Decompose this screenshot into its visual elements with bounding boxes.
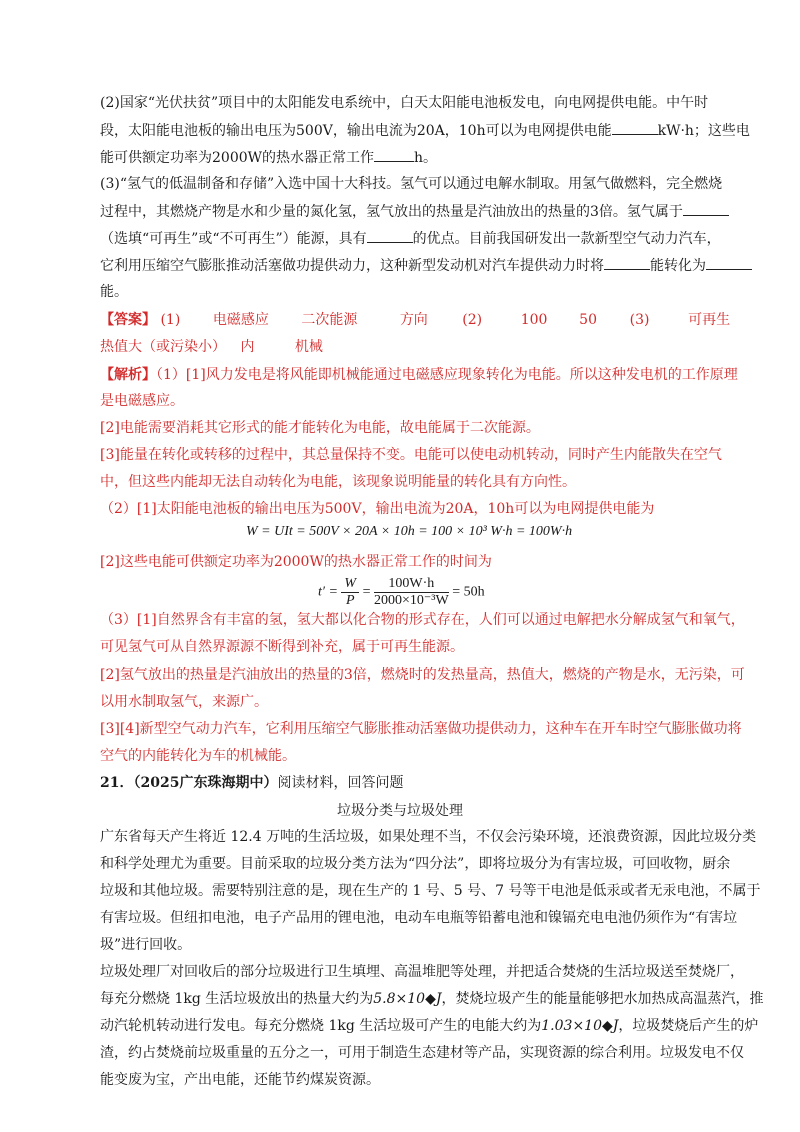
article-title: 垃圾分类与垃圾处理 (337, 803, 463, 819)
q2-text: (2)国家“光伏扶贫”项目中的太阳能发电系统中，白天太阳能电池板发电，向电网提供电能。中午时 (100, 95, 709, 111)
q3-line2 (100, 201, 729, 222)
fraction-w-over-p (341, 576, 359, 609)
answer-item: (1) (160, 312, 181, 328)
answer-item: (3) (629, 312, 650, 328)
article-text: 圾”进行回收。 (100, 937, 192, 953)
article-line (100, 962, 744, 982)
article-text: 动汽轮机转动进行发电。每充分燃烧 1kg 生活垃圾可产生的电能大约为 (100, 1018, 542, 1034)
analysis-text: [3][4]新型空气动力汽车，它利用压缩空气膨胀推动活塞做功提供动力，这种车在开车时空气膨胀做功将 (100, 721, 742, 737)
answer-item: 方向 (399, 312, 428, 328)
article-text: 垃圾和其他垃圾。需要特别注意的是，现在生产的 1 号、5 号、7 号等干电池是低汞或者无汞电池，不属于 (100, 883, 761, 899)
analysis-line (100, 610, 745, 630)
article-line (100, 1043, 744, 1063)
analysis-line (100, 499, 654, 519)
q3-text: （选填“可再生”或“不可再生”）能源，具有 (100, 231, 367, 247)
q2-text: h。 (414, 150, 438, 166)
answer-blank[interactable] (683, 201, 729, 216)
analysis-text: （3）[1]自然界含有丰富的氢，氢大都以化合物的形式存在，人们可以通过电解把水分解成氢气和氧气， (100, 612, 745, 628)
analysis-line (100, 391, 184, 411)
question-number: 21． (100, 775, 134, 791)
answer-item: 热值大（或污染小） (100, 339, 226, 355)
q3-text: 的优点。目前我国研发出一款新型空气动力汽车， (412, 231, 721, 247)
answer-blank[interactable] (612, 120, 658, 135)
analysis-line (100, 418, 540, 438)
analysis-text: [2]这些电能可供额定功率为2000W的热水器正常工作的时间为 (100, 554, 492, 570)
analysis-line (100, 665, 745, 685)
q2-line1 (100, 93, 708, 113)
q2-text: 段，太阳能电池板的输出电压为500V，输出电流为20A，10h可以为电网提供电能 (100, 123, 612, 139)
article-text: 有害垃圾。但纽扣电池，电子产品用的锂电池，电动车电瓶等铅蓄电池和镍镉充电电池仍须作为“有害垃 (100, 910, 738, 926)
answer-item: 机械 (294, 339, 323, 355)
q3-text: (3)“氢气的低温制备和存储”入选中国十大科技。氢气可以通过电解水制取。用氢气做燃料，完全燃烧 (100, 176, 723, 192)
q3-text: 过程中，其燃烧产物是水和少量的氮化氢，氢气放出的热量是汽油放出的热量的3倍。氢气属于 (100, 204, 683, 220)
analysis-text: 中，但这些内能却无法自动转化为电能，该现象说明能量的转化具有方向性。 (100, 474, 576, 490)
q2-line2 (100, 120, 750, 141)
analysis-line (100, 746, 296, 766)
article-line (100, 908, 737, 928)
answer-item: 电磁感应 (212, 312, 269, 328)
article-text: 渣，约占焚烧前垃圾重量的五分之一，可用于制造生态建材等产品，实现资源的综合利用。垃圾发电不仅 (100, 1045, 744, 1061)
q3-line5 (100, 282, 128, 302)
fraction-numerator: W (341, 576, 359, 593)
analysis-label: 【解析】 (100, 367, 156, 383)
article-line (100, 881, 761, 901)
article-text: 广东省每天产生将近 12.4 万吨的生活垃圾，如果处理不当，不仅会污染环境，还浪费资源，因此垃圾分类 (100, 829, 757, 845)
answer-item: 内 (240, 339, 255, 355)
answer-item: 二次能源 (301, 312, 358, 328)
analysis-line (100, 365, 738, 385)
article-line (100, 1016, 758, 1036)
article-line (100, 989, 763, 1009)
q3-line3 (100, 228, 721, 249)
answer-item: 50 (579, 312, 597, 328)
equation-time (318, 576, 485, 609)
analysis-text: （1）[1]风力发电是将风能即机械能通过电磁感应现象转化为电能。所以这种发电机的工作原理 (156, 367, 738, 383)
q2-text: 能可供额定功率为2000W的热水器正常工作 (100, 150, 375, 166)
q3-line4 (100, 255, 752, 276)
q2-line3 (100, 147, 437, 168)
answer-blank[interactable] (706, 255, 752, 270)
question-prompt: 阅读材料，回答问题 (277, 775, 404, 791)
equals-sign: = (362, 584, 371, 600)
equation-rhs: = 50h (452, 584, 485, 600)
q2-text: kW·h；这些电 (657, 123, 750, 139)
analysis-text: 可见氢气可从自然界源源不断得到补充，属于可再生能源。 (100, 639, 464, 655)
fraction-denominator: 2000×10⁻³W (373, 593, 449, 608)
heat-value: 5.8×10◆J (373, 991, 442, 1007)
analysis-text: [2]电能需要消耗其它形式的能才能转化为电能，故电能属于二次能源。 (100, 420, 540, 436)
analysis-line (100, 692, 268, 712)
article-line (100, 935, 191, 955)
answer-item: 100 (520, 312, 548, 328)
q3-text: 能。 (100, 284, 128, 300)
analysis-text: （2）[1]太阳能电池板的输出电压为500V，输出电流为20A，10h可以为电网提供电能为 (100, 501, 655, 517)
fraction-denominator: P (345, 593, 355, 608)
equation-lhs: t′ = (318, 584, 338, 600)
analysis-text: 空气的内能转化为车的机械能。 (100, 748, 296, 764)
q21-header (100, 773, 403, 793)
fraction-numerator: 100W·h (374, 576, 449, 593)
article-line (100, 1070, 380, 1090)
equation-energy: W = UIt = 500V × 20A × 10h = 100 × 10³ W·h = 100W·h (246, 524, 573, 539)
electric-energy-value: 1.03×10◆J (541, 1018, 619, 1034)
answer-blank[interactable] (604, 255, 650, 270)
analysis-line (100, 445, 722, 465)
article-text: 能变废为宝，产出电能，还能节约煤炭资源。 (100, 1072, 380, 1088)
analysis-line (100, 552, 492, 572)
question-source: （2025广东珠海期中） (133, 775, 278, 791)
article-text: 每充分燃烧 1kg 生活垃圾放出的热量大约为 (100, 991, 374, 1007)
answer-label: 【答案】 (100, 312, 156, 328)
analysis-text: 是电磁感应。 (100, 393, 184, 409)
answer-line2 (100, 337, 323, 357)
analysis-line (100, 472, 576, 492)
article-text: 垃圾处理厂对回收后的部分垃圾进行卫生填埋、高温堆肥等处理，并把适合焚烧的生活垃圾送至焚烧厂， (100, 964, 744, 980)
answer-item: (2) (462, 312, 483, 328)
article-text: ，垃圾焚烧后产生的炉 (618, 1018, 759, 1034)
q3-line1 (100, 174, 722, 194)
answer-line1 (100, 310, 730, 330)
article-line (100, 827, 756, 847)
analysis-text: [2]氢气放出的热量是汽油放出的热量的3倍，燃烧时的发热量高，热值大，燃烧的产物是水，无污染，可 (100, 667, 745, 683)
fraction-values (374, 576, 449, 609)
analysis-line (100, 637, 464, 657)
article-line (100, 854, 730, 874)
article-text: 和科学处理尤为重要。目前采取的垃圾分类方法为“四分法”，即将垃圾分为有害垃圾，可回收物，厨余 (100, 856, 731, 872)
article-text: ，焚烧垃圾产生的能量能够把水加热成高温蒸汽，推 (441, 991, 764, 1007)
analysis-text: [3]能量在转化或转移的过程中，其总量保持不变。电能可以使电动机转动，同时产生内能散失在空气 (100, 447, 722, 463)
answer-blank[interactable] (374, 147, 414, 162)
q3-text: 它利用压缩空气膨胀推动活塞做功提供动力，这种新型发动机对汽车提供动力时将 (100, 258, 604, 274)
q3-text: 能转化为 (650, 258, 706, 274)
analysis-line (100, 719, 742, 739)
answer-item: 可再生 (688, 312, 731, 328)
answer-blank[interactable] (367, 228, 413, 243)
analysis-text: 以用水制取氢气，来源广。 (100, 694, 268, 710)
